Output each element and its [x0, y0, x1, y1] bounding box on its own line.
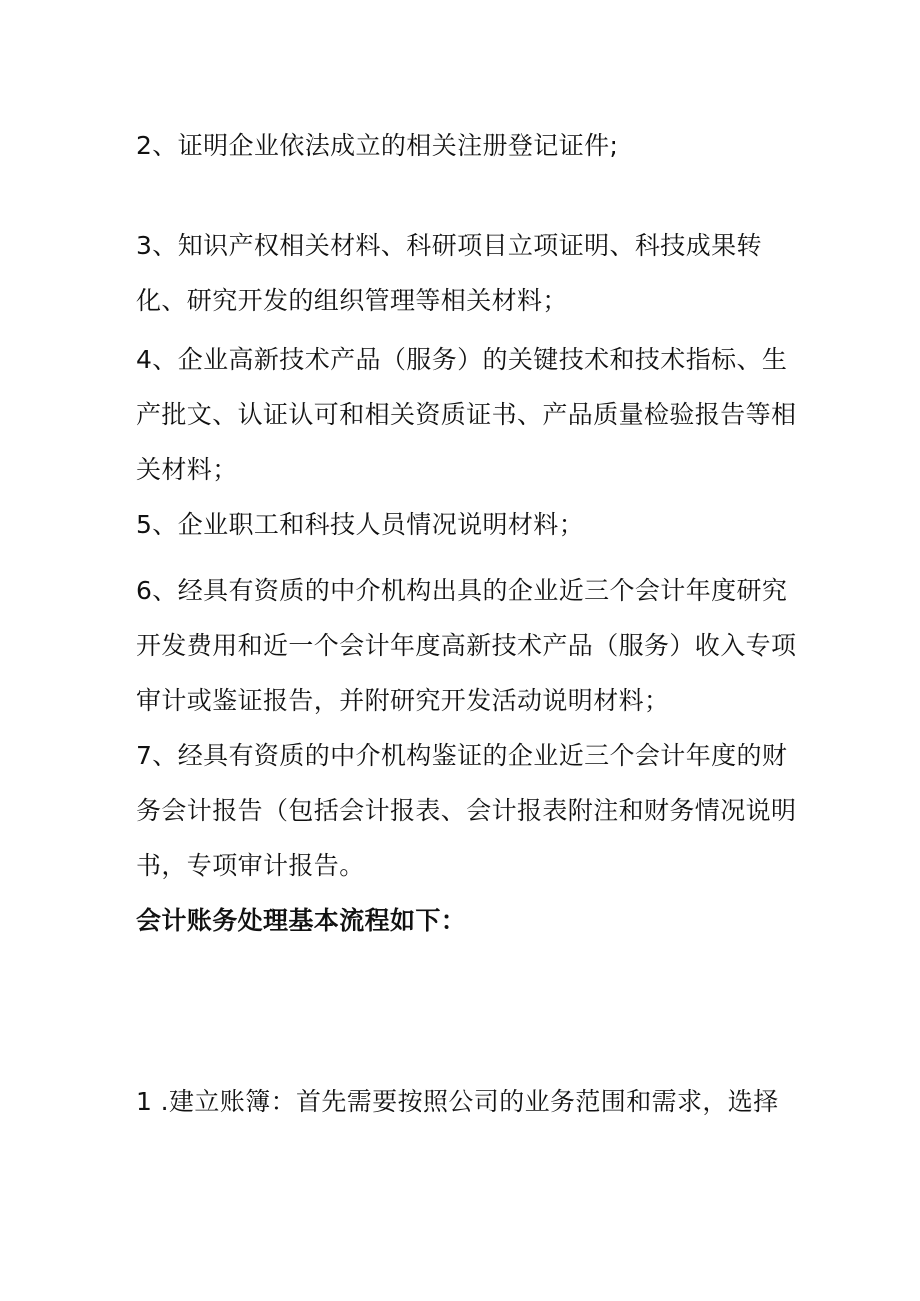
item-2-line: 2、证明企业依法成立的相关注册登记证件; — [136, 131, 619, 160]
item-4-line: 4、企业高新技术产品（服务）的关键技术和技术指标、生 — [136, 345, 788, 374]
item-7-line: 书，专项审计报告。 — [136, 851, 365, 880]
item-4-line: 产批文、认证认可和相关资质证书、产品质量检验报告等相 — [136, 400, 797, 429]
item-6-line: 审计或鉴证报告，并附研究开发活动说明材料； — [136, 686, 670, 715]
item-3-line: 3、知识产权相关材料、科研项目立项证明、科技成果转 — [136, 231, 762, 260]
item-4 — [136, 332, 796, 497]
item-2 — [136, 118, 796, 173]
item-5-line: 5、企业职工和科技人员情况说明材料； — [136, 510, 585, 539]
item-6-line: 6、经具有资质的中介机构出具的企业近三个会计年度研究 — [136, 576, 788, 605]
step-1 — [136, 1074, 796, 1129]
item-7-line: 务会计报告（包括会计报表、会计报表附注和财务情况说明 — [136, 796, 797, 825]
item-7-line: 7、经具有资质的中介机构鉴证的企业近三个会计年度的财 — [136, 741, 788, 770]
item-7 — [136, 728, 796, 893]
item-6 — [136, 563, 796, 728]
item-3 — [136, 218, 796, 328]
item-4-line: 关材料； — [136, 455, 238, 484]
item-6-line: 开发费用和近一个会计年度高新技术产品（服务）收入专项 — [136, 631, 797, 660]
section-heading — [136, 893, 796, 948]
item-5 — [136, 497, 796, 552]
item-3-line: 化、研究开发的组织管理等相关材料； — [136, 286, 568, 315]
section-heading-text: 会计账务处理基本流程如下： — [136, 906, 467, 935]
step-1-line: 1 .建立账簿：首先需要按照公司的业务范围和需求，选择 — [136, 1087, 779, 1116]
